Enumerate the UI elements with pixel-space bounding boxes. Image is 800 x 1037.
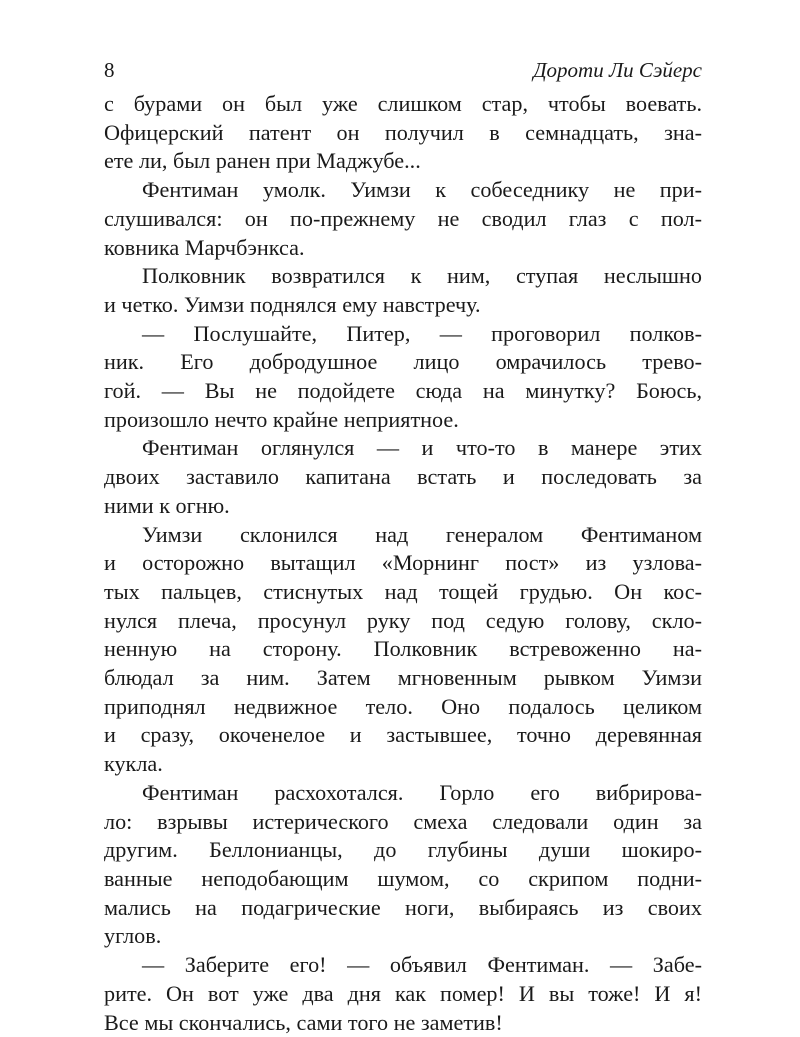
paragraph	[104, 951, 702, 1037]
text-line: — Послушайте, Питер, — проговорил полков-	[104, 320, 702, 349]
paragraph	[104, 521, 702, 779]
text-line: двоих заставило капитана встать и последовать за	[104, 463, 702, 492]
text-line: ете ли, был ранен при Маджубе...	[104, 147, 702, 176]
text-line: — Заберите его! — объявил Фентиман. — Забе-	[104, 951, 702, 980]
text-line: и четко. Уимзи поднялся ему навстречу.	[104, 291, 702, 320]
text-line: ло: взрывы истерического смеха следовали один за	[104, 808, 702, 837]
text-line: кукла.	[104, 750, 702, 779]
text-line: с бурами он был уже слишком стар, чтобы воевать.	[104, 90, 702, 119]
paragraph	[104, 90, 702, 176]
paragraph	[104, 320, 702, 435]
text-line: Фентиман расхохотался. Горло его вибрирова-	[104, 779, 702, 808]
text-line: рите. Он вот уже два дня как помер! И вы тоже! И я!	[104, 980, 702, 1009]
text-line: другим. Беллонианцы, до глубины души шокиро-	[104, 836, 702, 865]
text-line: гой. — Вы не подойдете сюда на минутку? Боюсь,	[104, 377, 702, 406]
text-line: произошло нечто крайне неприятное.	[104, 406, 702, 435]
page-header	[104, 50, 702, 90]
text-line: Полковник возвратился к ним, ступая неслышно	[104, 262, 702, 291]
book-page	[104, 50, 702, 950]
paragraph	[104, 434, 702, 520]
text-line: ник. Его добродушное лицо омрачилось трево-	[104, 348, 702, 377]
paragraph	[104, 262, 702, 319]
text-line: Все мы скончались, сами того не заметив!	[104, 1009, 702, 1037]
text-line: приподнял недвижное тело. Оно подалось целиком	[104, 693, 702, 722]
paragraph	[104, 176, 702, 262]
paragraph	[104, 779, 702, 951]
page-number: 8	[104, 58, 115, 83]
running-head-author: Дороти Ли Сэйерс	[533, 58, 702, 83]
text-line: и осторожно вытащил «Морнинг пост» из узлова-	[104, 549, 702, 578]
text-line: Фентиман оглянулся — и что-то в манере этих	[104, 434, 702, 463]
text-line: слушивался: он по-прежнему не сводил глаз с пол-	[104, 205, 702, 234]
text-line: Офицерский патент он получил в семнадцать, зна-	[104, 119, 702, 148]
text-line: Уимзи склонился над генералом Фентиманом	[104, 521, 702, 550]
text-line: нулся плеча, просунул руку под седую голову, скло-	[104, 607, 702, 636]
text-line: ковника Марчбэнкса.	[104, 234, 702, 263]
text-line: мались на подагрические ноги, выбираясь из своих	[104, 894, 702, 923]
text-line: ванные неподобающим шумом, со скрипом подни-	[104, 865, 702, 894]
text-line: блюдал за ним. Затем мгновенным рывком Уимзи	[104, 664, 702, 693]
text-line: ненную на сторону. Полковник встревоженно на-	[104, 635, 702, 664]
text-line: углов.	[104, 922, 702, 951]
text-line: ними к огню.	[104, 492, 702, 521]
text-line: и сразу, окоченелое и застывшее, точно деревянная	[104, 721, 702, 750]
text-line: тых пальцев, стиснутых над тощей грудью. Он кос-	[104, 578, 702, 607]
text-line: Фентиман умолк. Уимзи к собеседнику не при-	[104, 176, 702, 205]
body-text	[104, 90, 702, 1037]
